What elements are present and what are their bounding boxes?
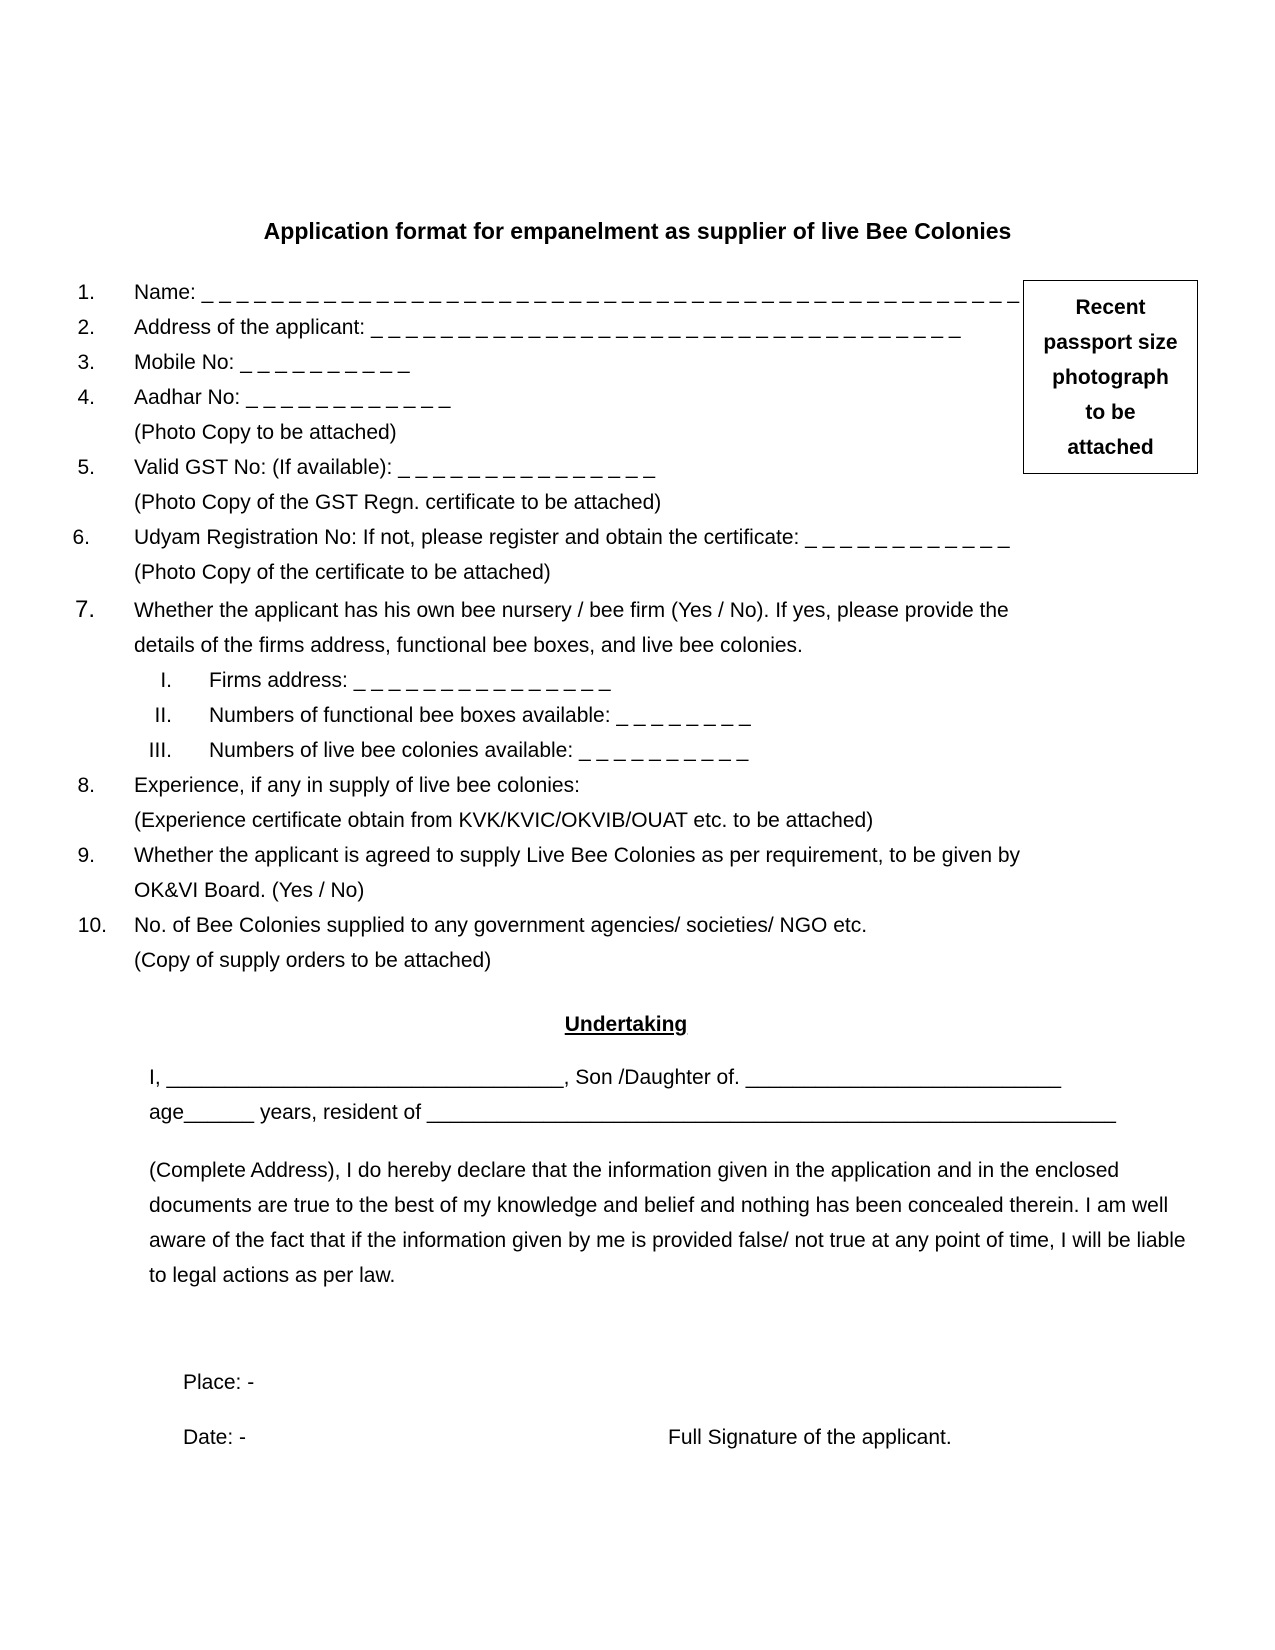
item-number: 10. xyxy=(77,914,107,937)
item-number: 6. xyxy=(72,526,90,549)
sub-item-number: III. xyxy=(148,739,172,762)
bee-colonies-field-line: Numbers of live bee colonies available: _ _ _ _ _ _ _ _ _ _ xyxy=(209,739,749,762)
experience-line: Experience, if any in supply of live bee colonies: xyxy=(134,774,580,797)
date-label: Date: - xyxy=(183,1426,247,1449)
undertaking-age-line: age______ years, resident of ___________________________________________________________ xyxy=(149,1101,1116,1124)
supply-agreement-cont: OK&VI Board. (Yes / No) xyxy=(134,879,365,902)
udyam-note: (Photo Copy of the certificate to be attached) xyxy=(134,561,551,584)
item-number: 2. xyxy=(77,316,95,339)
firm-address-field-line: Firms address: _ _ _ _ _ _ _ _ _ _ _ _ _ _ _ xyxy=(209,669,611,692)
photo-placeholder-box xyxy=(1023,280,1198,474)
supplied-colonies-line: No. of Bee Colonies supplied to any government agencies/ societies/ NGO etc. xyxy=(134,914,868,937)
address-field-line: Address of the applicant: _ _ _ _ _ _ _ _ _ _ _ _ _ _ _ _ _ _ _ _ _ _ _ _ _ _ _ _ _ _ _ _ _ _ xyxy=(134,316,961,339)
item-number: 9. xyxy=(77,844,95,867)
undertaking-heading: Undertaking xyxy=(564,1013,688,1036)
signature-label: Full Signature of the applicant. xyxy=(668,1426,952,1449)
gst-field-line: Valid GST No: (If available): _ _ _ _ _ _ _ _ _ _ _ _ _ _ _ xyxy=(134,456,656,479)
photo-box-line: attached xyxy=(1067,435,1154,459)
item-number: 5. xyxy=(77,456,95,479)
supply-orders-note: (Copy of supply orders to be attached) xyxy=(134,949,492,972)
experience-note: (Experience certificate obtain from KVK/KVIC/OKVIB/OUAT etc. to be attached) xyxy=(134,809,874,832)
place-label: Place: - xyxy=(183,1371,255,1394)
nursery-question: Whether the applicant has his own bee nursery / bee firm (Yes / No). If yes, please provide the xyxy=(134,599,1009,622)
declaration-paragraph: (Complete Address), I do hereby declare that the information given in the application and in the enclosed documents are true to the best of my knowledge and belief and nothing has been concealed therein. I am well aware of the fact that if the information given by me is provided false/ not true at any point of time, I will be liable to legal actions as per law. xyxy=(149,1159,1186,1287)
sub-item-number: I. xyxy=(160,669,172,692)
bee-boxes-field-line: Numbers of functional bee boxes available: _ _ _ _ _ _ _ _ xyxy=(209,704,751,727)
form-title: Application format for empanelment as supplier of live Bee Colonies xyxy=(263,218,1012,244)
item-number: 4. xyxy=(77,386,95,409)
item-number: 8. xyxy=(77,774,95,797)
aadhar-note: (Photo Copy to be attached) xyxy=(134,421,397,444)
name-field-line: Name: _ _ _ _ _ _ _ _ _ _ _ _ _ _ _ _ _ _ _ _ _ _ _ _ _ _ _ _ _ _ _ _ _ _ _ _ _ _ _ _ _ _ _ _ _ _ _ xyxy=(134,281,1019,304)
item-number: 1. xyxy=(77,281,95,304)
sub-item-number: II. xyxy=(154,704,172,727)
item-number: 7. xyxy=(74,596,95,623)
supply-agreement-line: Whether the applicant is agreed to supply Live Bee Colonies as per requirement, to be given by xyxy=(134,844,1021,867)
mobile-field-line: Mobile No: _ _ _ _ _ _ _ _ _ _ xyxy=(134,351,410,374)
gst-note: (Photo Copy of the GST Regn. certificate to be attached) xyxy=(134,491,662,514)
nursery-question-cont: details of the firms address, functional bee boxes, and live bee colonies. xyxy=(134,634,803,657)
photo-box-line: to be xyxy=(1085,400,1136,424)
photo-box-line: passport size xyxy=(1043,330,1178,354)
photo-box-line: Recent xyxy=(1075,295,1146,319)
aadhar-field-line: Aadhar No: _ _ _ _ _ _ _ _ _ _ _ _ xyxy=(134,386,451,409)
udyam-field-line: Udyam Registration No: If not, please register and obtain the certificate: _ _ _ _ _ _ _ _ _ _ _ _ xyxy=(134,526,1010,549)
undertaking-name-line: I, __________________________________, Son /Daughter of. ___________________________ xyxy=(149,1066,1062,1089)
photo-box-line: photograph xyxy=(1052,365,1169,389)
item-number: 3. xyxy=(77,351,95,374)
